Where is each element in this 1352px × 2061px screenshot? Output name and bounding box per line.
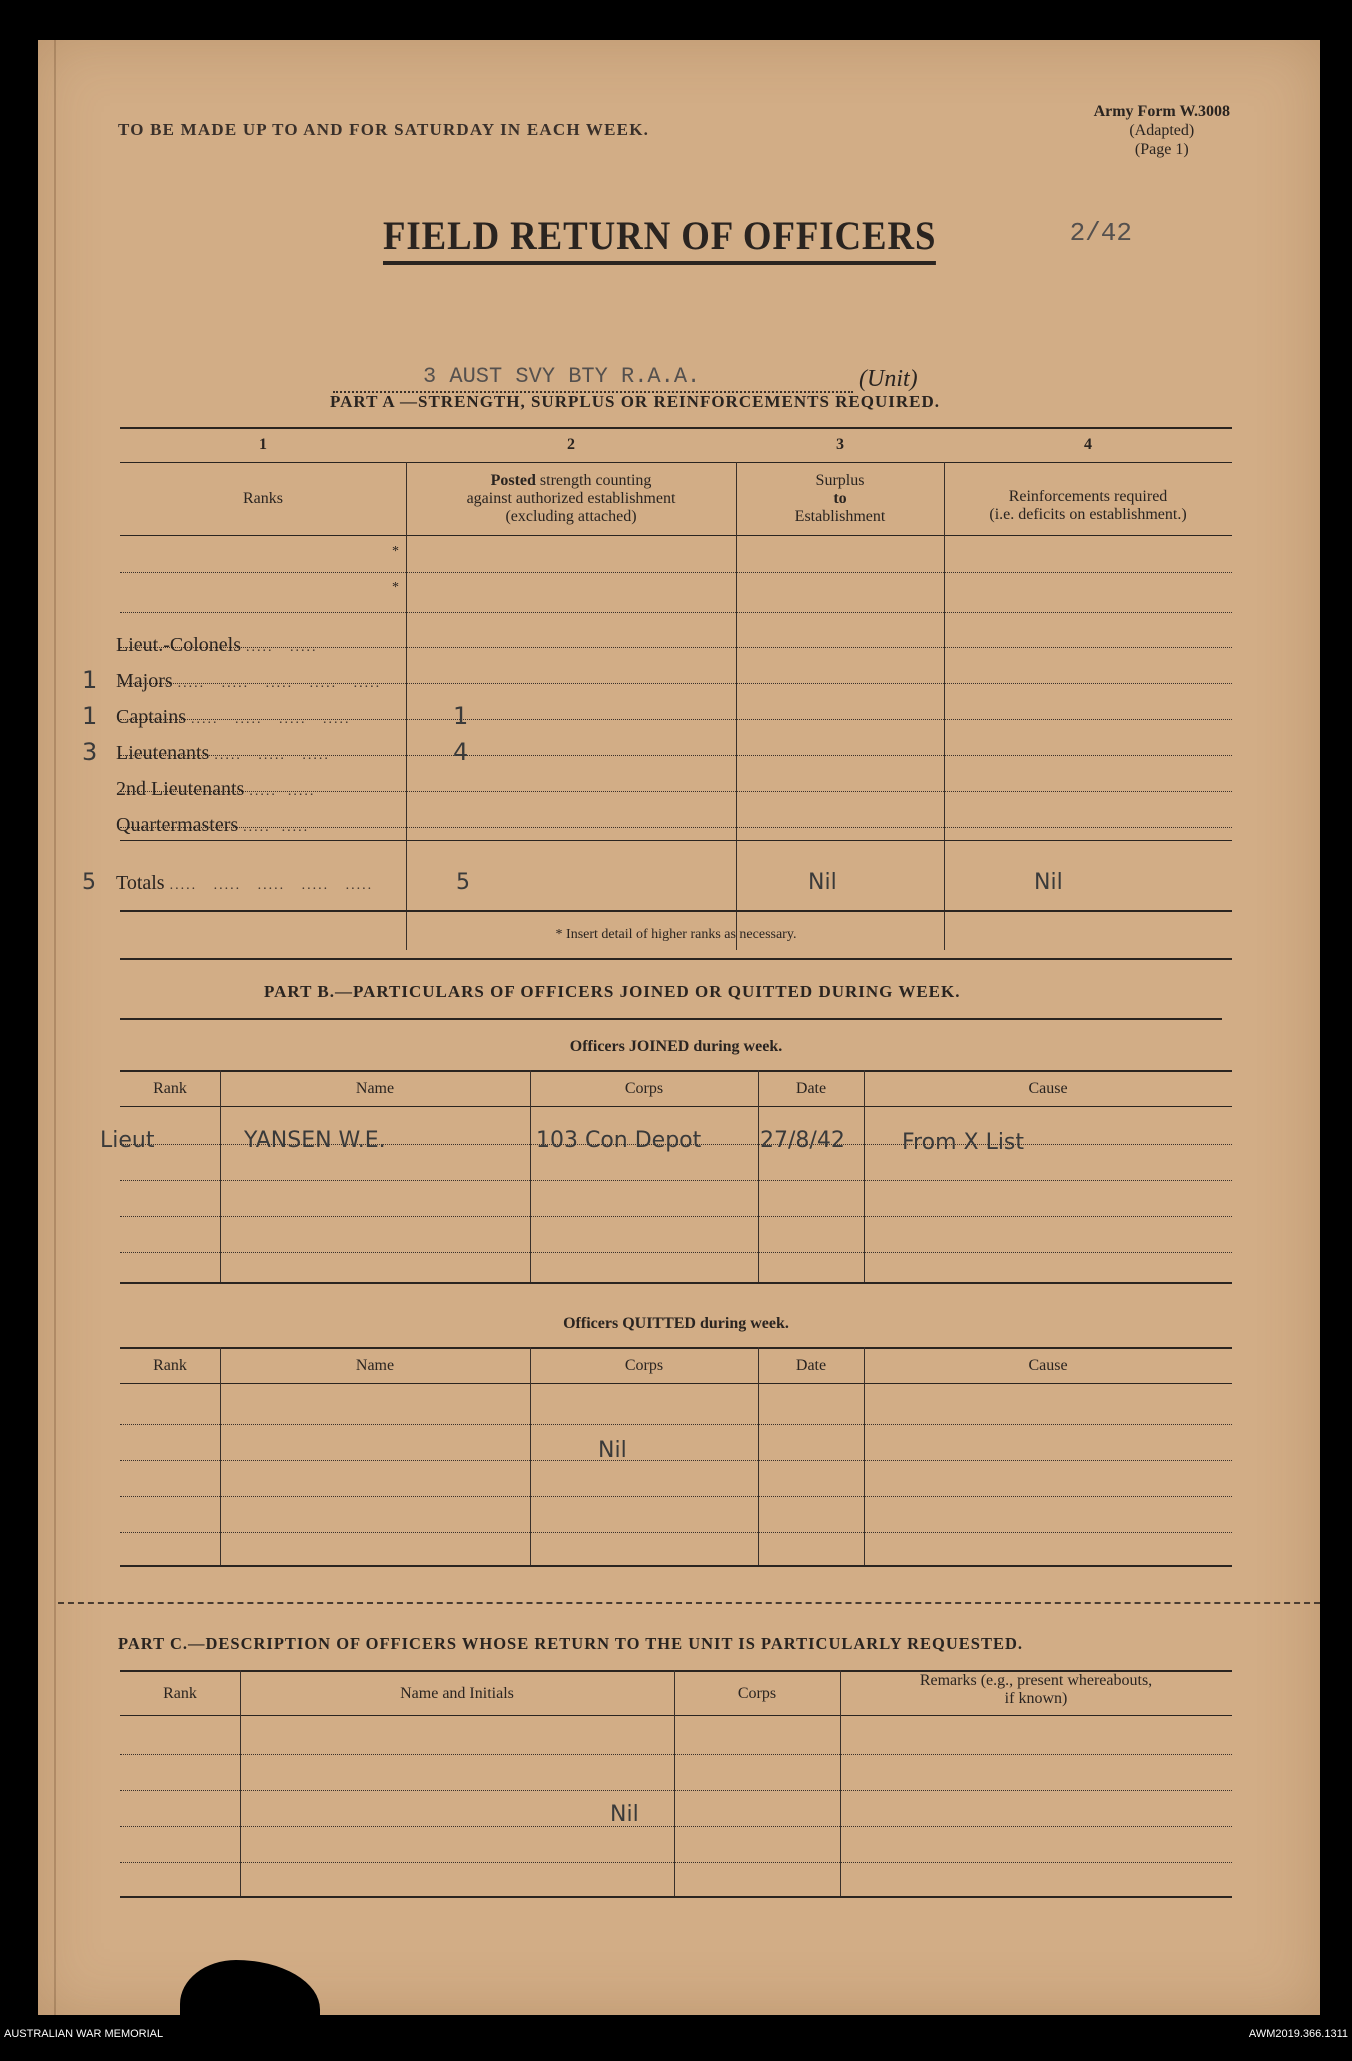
form-number: Army Form W.3008	[1093, 103, 1230, 120]
rank-lieut-colonels: Lieut.-Colonels	[116, 634, 241, 656]
torn-corner	[180, 1960, 320, 2015]
quitted-row-line-2	[120, 1460, 1232, 1461]
col-ranks-header: Ranks	[243, 490, 283, 507]
unit-label: (Unit)	[859, 366, 918, 392]
joined-col-date: Date	[795, 1080, 827, 1097]
quitted-row-line-1	[120, 1424, 1232, 1425]
part-a-heading: PART A —STRENGTH, SURPLUS OR REINFORCEMENTS REQUIRED.	[330, 392, 941, 411]
asterisk-row-1-line	[120, 572, 1232, 573]
part-a-top-rule	[120, 427, 1232, 429]
part-c-col-rank: Rank	[163, 1685, 197, 1702]
col-surplus-header	[736, 472, 944, 526]
instruction-text: TO BE MADE UP TO AND FOR SATURDAY IN EACH WEEK.	[118, 120, 650, 139]
posted-captains: 1	[453, 702, 469, 730]
part-c-row-line-3	[120, 1826, 1232, 1827]
part-b-top-rule	[120, 1018, 1222, 1020]
quitted-header-rule	[120, 1383, 1232, 1384]
part-a-vline-3	[944, 462, 945, 950]
joined-date: 27/8/42	[760, 1128, 845, 1153]
posted-lieutenants: 4	[453, 738, 469, 766]
margin-count-majors: 1	[82, 666, 98, 694]
joined-corps: 103 Con Depot	[536, 1128, 702, 1153]
margin-count-captains: 1	[82, 702, 98, 730]
part-c-row-line-4	[120, 1862, 1232, 1863]
form-number-block	[1094, 102, 1230, 159]
joined-row-line-2	[120, 1180, 1232, 1181]
rank-captains: Captains	[116, 706, 186, 728]
joined-header-rule	[120, 1106, 1232, 1107]
joined-vline-1	[220, 1070, 221, 1282]
totals-top-rule	[120, 840, 1232, 841]
totals-text: Totals	[116, 872, 165, 894]
col-posted-bold: Posted	[490, 472, 536, 489]
col-posted-line3: (excluding attached)	[505, 508, 637, 525]
part-c-col-corps: Corps	[737, 1685, 777, 1702]
margin-count-lieutenants: 3	[82, 738, 98, 766]
part-c-heading: PART C.—DESCRIPTION OF OFFICERS WHOSE RETURN TO THE UNIT IS PARTICULARLY REQUESTED.	[118, 1634, 1024, 1653]
perforation-line	[58, 1602, 1320, 1604]
part-a-vline-2	[736, 462, 737, 950]
rank-label: Lieut.-Colonels ..... .....	[116, 634, 318, 656]
col-number-1: 1	[259, 436, 267, 453]
quitted-col-name: Name	[355, 1357, 395, 1374]
totals-reinforcements: Nil	[1034, 870, 1063, 895]
part-c-row-line-2	[120, 1790, 1232, 1791]
unit-line	[333, 366, 918, 393]
form-page: (Page 1)	[1134, 141, 1189, 158]
unit-dotted-field	[333, 364, 853, 393]
col-number-4: 4	[1084, 436, 1092, 453]
quitted-row-line-4	[120, 1532, 1232, 1533]
rank-label: Lieutenants ..... ..... .....	[116, 742, 330, 764]
joined-cause: From X List	[902, 1130, 1025, 1155]
quitted-top-rule	[120, 1347, 1232, 1349]
col-reinforcements-header	[944, 488, 1232, 524]
rank-lieutenants: Lieutenants	[116, 742, 210, 764]
part-b-heading: PART B.—PARTICULARS OF OFFICERS JOINED OR QUITTED DURING WEEK.	[264, 982, 961, 1001]
quitted-nil: Nil	[598, 1438, 627, 1463]
col-surplus-line3: Establishment	[794, 508, 886, 525]
footer-right-id: AWM2019.366.1311	[1248, 2028, 1348, 2040]
asterisk-row-2-line	[120, 612, 1232, 613]
joined-row-line-3	[120, 1216, 1232, 1217]
col-number-3: 3	[836, 436, 844, 453]
quitted-bottom-rule	[120, 1565, 1232, 1567]
paper-edge	[54, 40, 56, 2015]
totals-label: Totals ..... ..... ..... ..... .....	[116, 872, 374, 894]
joined-col-name: Name	[355, 1080, 395, 1097]
reference-number: 2/42	[1069, 218, 1132, 248]
part-a-vline-1	[406, 462, 407, 950]
joined-heading: Officers JOINED during week.	[569, 1038, 783, 1055]
col-posted-header	[406, 472, 736, 526]
joined-vline-2	[530, 1070, 531, 1282]
joined-name: YANSEN W.E.	[244, 1128, 386, 1153]
rank-label: Quartermasters ..... .....	[116, 814, 310, 836]
col-reinforcements-line1: Reinforcements required	[1008, 488, 1168, 505]
part-a-end-rule	[120, 958, 1232, 960]
col-posted-rest: strength counting	[535, 472, 652, 489]
col-number-rule	[120, 462, 1232, 463]
joined-row-line-4	[120, 1252, 1232, 1253]
col-reinforcements-line2: (i.e. deficits on establishment.)	[989, 506, 1187, 523]
margin-count-totals: 5	[82, 870, 96, 895]
col-surplus-line1: Surplus	[815, 472, 865, 489]
joined-col-corps: Corps	[624, 1080, 664, 1097]
rank-quartermasters: Quartermasters	[116, 814, 239, 836]
joined-top-rule	[120, 1070, 1232, 1072]
quitted-col-date: Date	[795, 1357, 827, 1374]
form-adapted: (Adapted)	[1129, 122, 1195, 139]
rank-label: Captains ..... ..... ..... .....	[116, 706, 351, 728]
part-c-remarks-line2: if known)	[1004, 1690, 1068, 1707]
totals-surplus: Nil	[808, 870, 837, 895]
footnote: * Insert detail of higher ranks as necessary.	[555, 927, 797, 942]
footer-left-credit: AUSTRALIAN WAR MEMORIAL	[4, 2028, 164, 2040]
part-c-col-remarks	[840, 1672, 1232, 1708]
col-posted-line2: against authorized establishment	[466, 490, 676, 507]
part-c-col-name: Name and Initials	[400, 1685, 514, 1702]
joined-vline-3	[758, 1070, 759, 1282]
asterisk-2: *	[392, 580, 399, 595]
rank-label: Majors ..... ..... ..... ..... .....	[116, 670, 382, 692]
rank-2nd-lieutenants: 2nd Lieutenants	[116, 778, 245, 800]
part-c-nil: Nil	[610, 1802, 639, 1827]
part-a-header-rule	[120, 535, 1232, 536]
quitted-col-corps: Corps	[624, 1357, 664, 1374]
joined-bottom-rule	[120, 1282, 1232, 1284]
quitted-heading: Officers QUITTED during week.	[563, 1315, 789, 1332]
unit-value: 3 AUST SVY BTY R.A.A.	[423, 364, 701, 389]
joined-col-cause: Cause	[1028, 1080, 1068, 1097]
quitted-col-rank: Rank	[153, 1357, 187, 1374]
form-paper	[38, 40, 1320, 2015]
totals-posted: 5	[456, 870, 470, 895]
col-surplus-line2: to	[833, 490, 847, 507]
rank-majors: Majors	[116, 670, 173, 692]
joined-rank: Lieut	[100, 1128, 155, 1153]
col-number-2: 2	[567, 436, 575, 453]
asterisk-1: *	[392, 544, 399, 559]
quitted-row-line-3	[120, 1496, 1232, 1497]
part-c-row-line-1	[120, 1754, 1232, 1755]
joined-col-rank: Rank	[153, 1080, 187, 1097]
part-c-bottom-rule	[120, 1896, 1232, 1898]
totals-bottom-rule	[120, 910, 1232, 912]
page-title: FIELD RETURN OF OFFICERS	[383, 212, 936, 265]
part-c-remarks-line1: Remarks (e.g., present whereabouts,	[919, 1672, 1153, 1689]
rank-label: 2nd Lieutenants ..... .....	[116, 778, 316, 800]
part-c-header-rule	[120, 1715, 1232, 1716]
joined-vline-4	[864, 1070, 865, 1282]
quitted-col-cause: Cause	[1028, 1357, 1068, 1374]
